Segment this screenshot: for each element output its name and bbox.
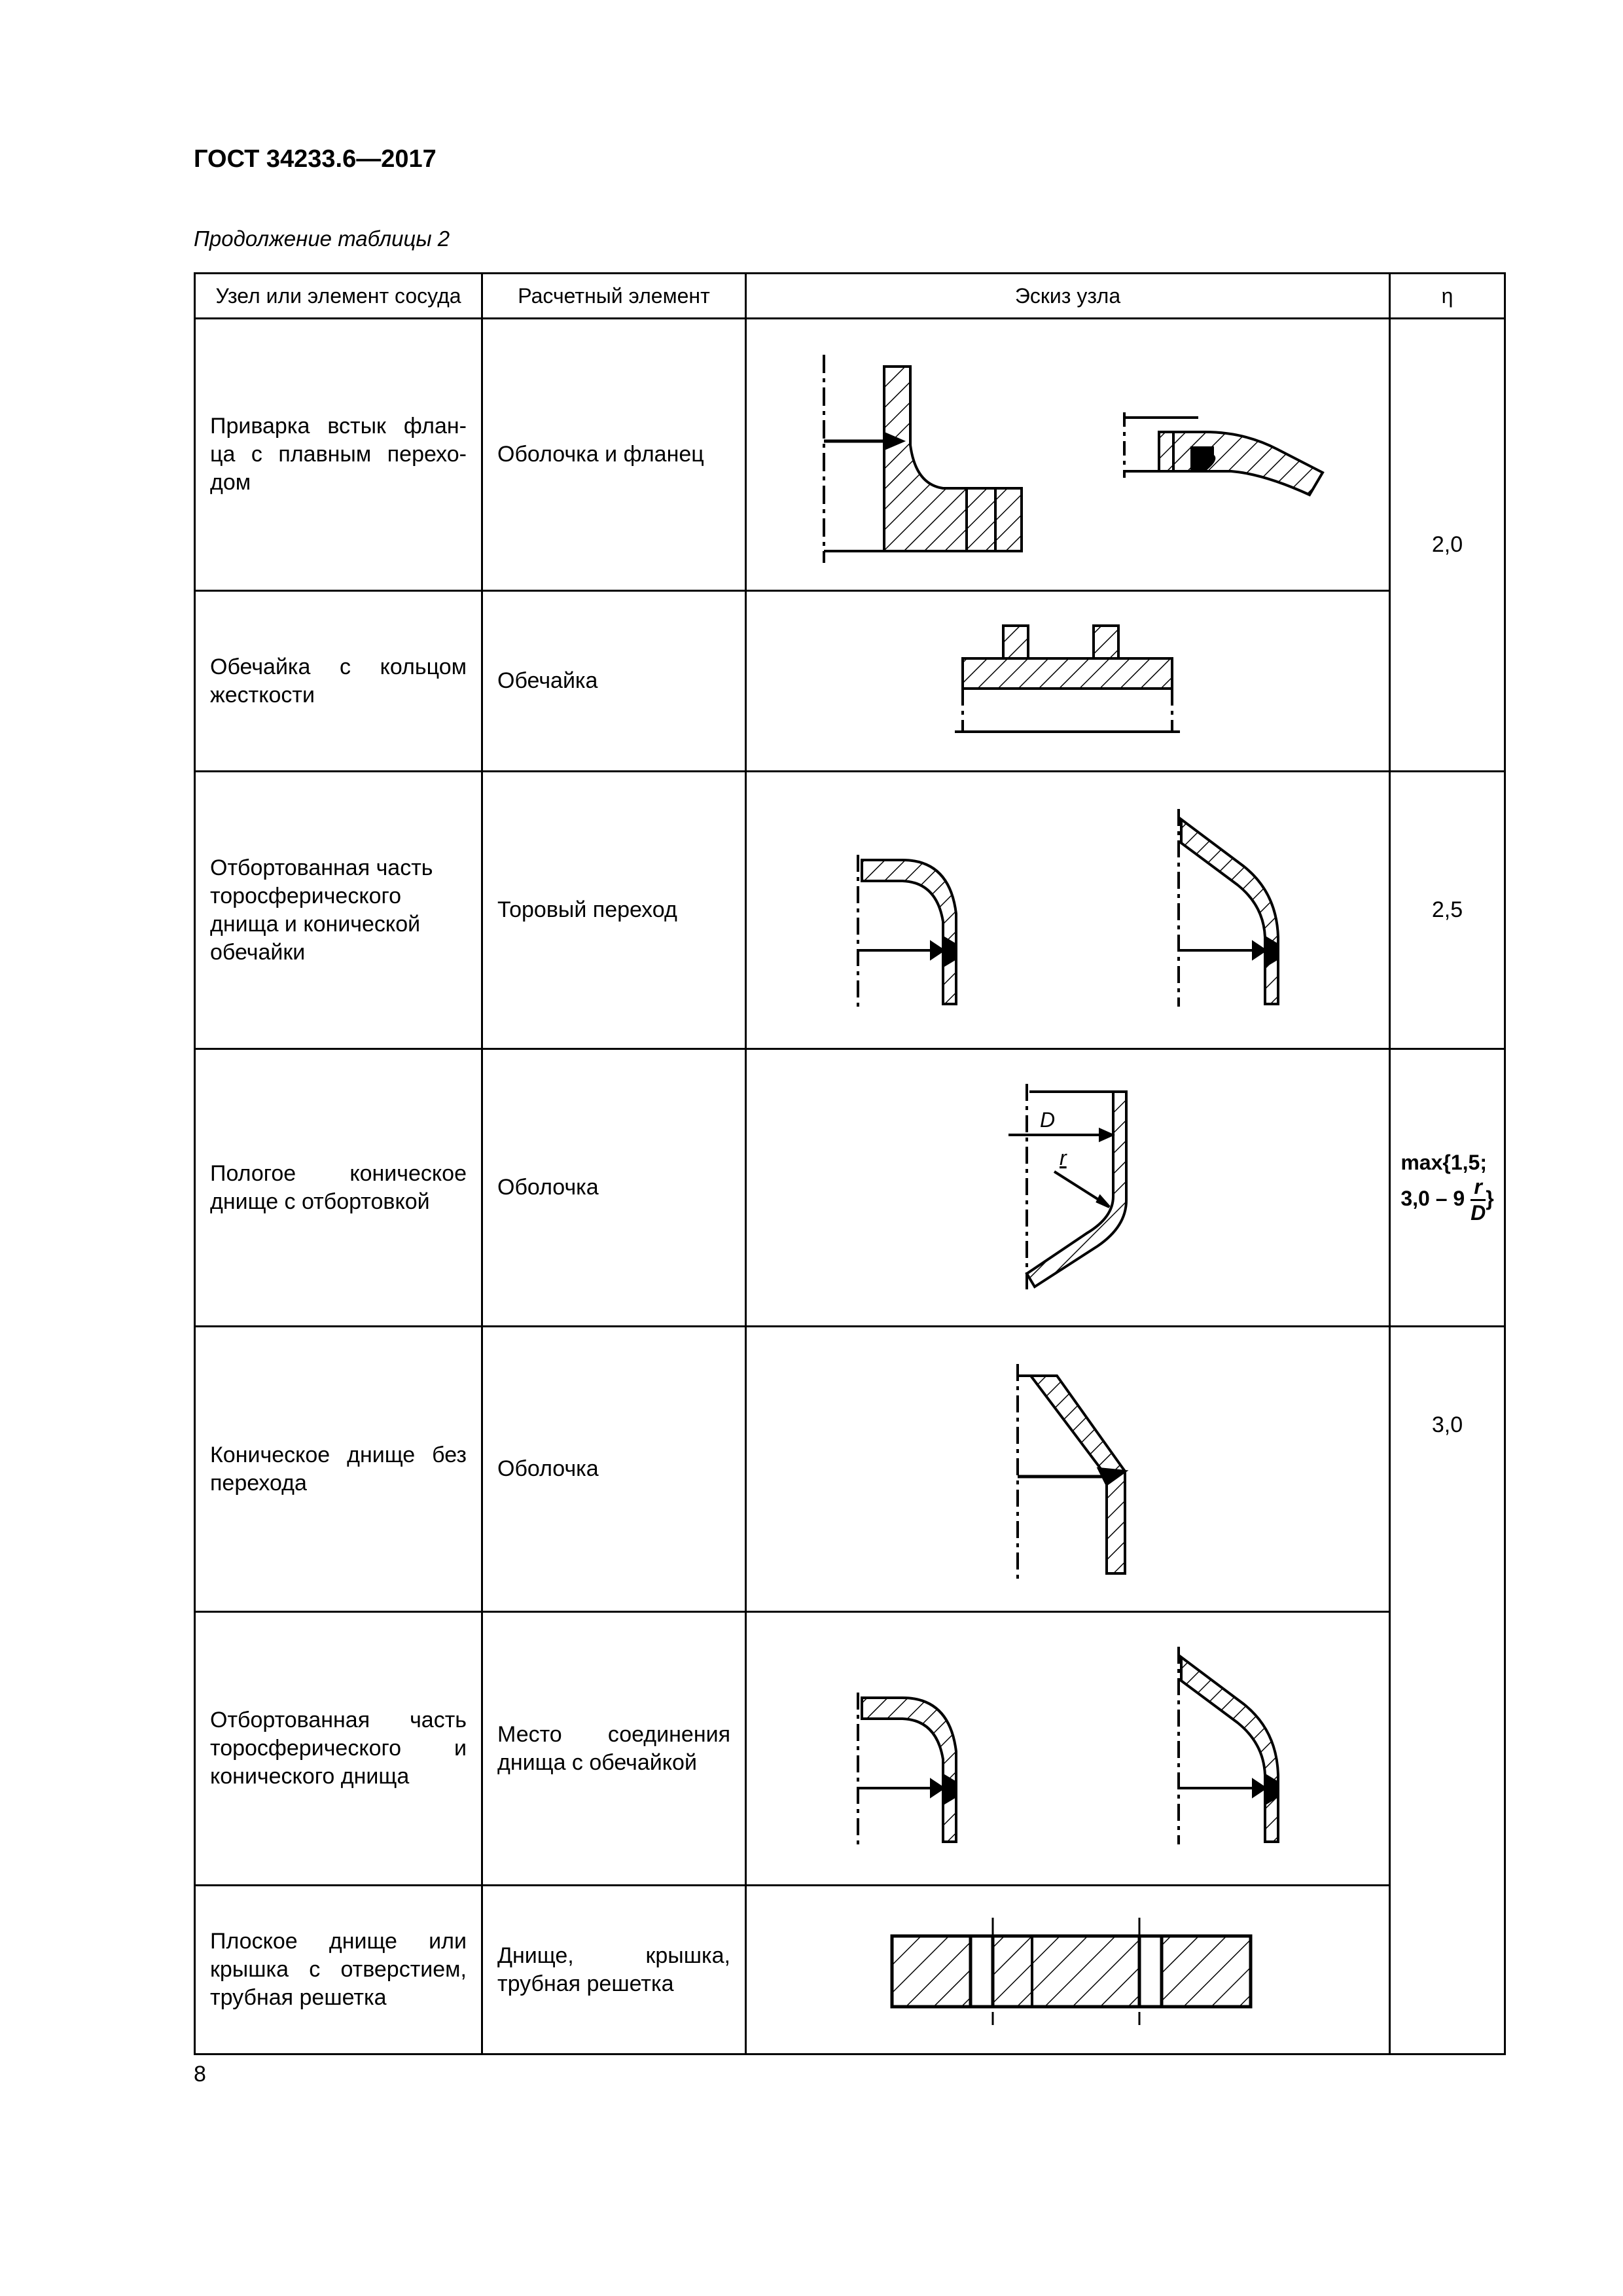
head-shell-joint-sketch <box>747 1614 1387 1884</box>
stiffening-ring-sketch <box>747 593 1387 770</box>
eta-cell: 2,0 <box>1390 319 1505 772</box>
eta-formula: max{1,5; 3,0 – 9 $\frac{r}{D}$ } <box>1400 1150 1494 1225</box>
element-cell: Оболочка <box>482 1049 746 1327</box>
table-row <box>195 1886 1505 2054</box>
sketch-cell <box>746 591 1390 772</box>
node-cell: Приварка встык флан-ца с плавным перехо-дом <box>195 319 482 591</box>
column-header-element: Расчетный элемент <box>482 274 746 319</box>
formula-denominator: D <box>1471 1200 1486 1225</box>
table-row <box>195 1612 1505 1886</box>
eta-cell: 3,0 <box>1390 1327 1505 2054</box>
flanged-conical-head-sketch <box>747 1051 1387 1325</box>
flat-head-sketch <box>747 1888 1387 2053</box>
column-header-eta: η <box>1390 274 1505 319</box>
element-cell: Оболочка <box>482 1327 746 1612</box>
element-cell: Торовый переход <box>482 772 746 1049</box>
table-row <box>195 772 1505 1049</box>
formula-numerator: r <box>1471 1175 1486 1201</box>
table-header-row <box>195 274 1505 319</box>
sketch-cell <box>746 1327 1390 1612</box>
node-cell: Коническое днище без перехода <box>195 1327 482 1612</box>
eta-formula-cell <box>1390 1049 1505 1327</box>
radius-label: r <box>1060 1145 1067 1170</box>
flange-butt-weld-sketch <box>747 321 1387 589</box>
sketch-cell <box>746 772 1390 1049</box>
node-cell: Обечайка с кольцом жесткости <box>195 591 482 772</box>
element-cell: Днище, крышка, трубная решетка <box>482 1886 746 2054</box>
vessel-elements-table <box>194 272 1506 2055</box>
conical-head-no-transition-sketch <box>747 1329 1387 1610</box>
column-header-sketch: Эскиз узла <box>746 274 1390 319</box>
table-row <box>195 1327 1505 1612</box>
diameter-label: D <box>1040 1107 1056 1132</box>
element-cell: Оболочка и фланец <box>482 319 746 591</box>
table-continuation-caption: Продолжение таблицы 2 <box>194 226 450 251</box>
torus-transition-sketch <box>747 774 1387 1047</box>
page-number: 8 <box>194 2062 206 2087</box>
formula-max: max <box>1400 1150 1443 1174</box>
sketch-cell <box>746 1049 1390 1327</box>
table-row <box>195 591 1505 772</box>
element-cell: Место соединения днища с обечайкой <box>482 1612 746 1886</box>
node-cell: Пологое коническое днище с отбортовкой <box>195 1049 482 1327</box>
node-cell: Отбортованная часть торосферического и конического днища <box>195 1612 482 1886</box>
formula-second: 3,0 – 9 <box>1400 1186 1465 1210</box>
formula-first: 1,5; <box>1450 1150 1487 1174</box>
sketch-cell <box>746 1886 1390 2054</box>
sketch-cell <box>746 319 1390 591</box>
element-cell: Обечайка <box>482 591 746 772</box>
table-row <box>195 1049 1505 1327</box>
eta-cell: 2,5 <box>1390 772 1505 1049</box>
table-row <box>195 319 1505 591</box>
column-header-node: Узел или элемент сосуда <box>195 274 482 319</box>
node-cell: Отбортованная часть торосферического днища и конической обечайки <box>195 772 482 1049</box>
sketch-cell <box>746 1612 1390 1886</box>
node-cell: Плоское днище или крышка с отверстием, трубная решетка <box>195 1886 482 2054</box>
document-header: ГОСТ 34233.6—2017 <box>194 145 437 173</box>
